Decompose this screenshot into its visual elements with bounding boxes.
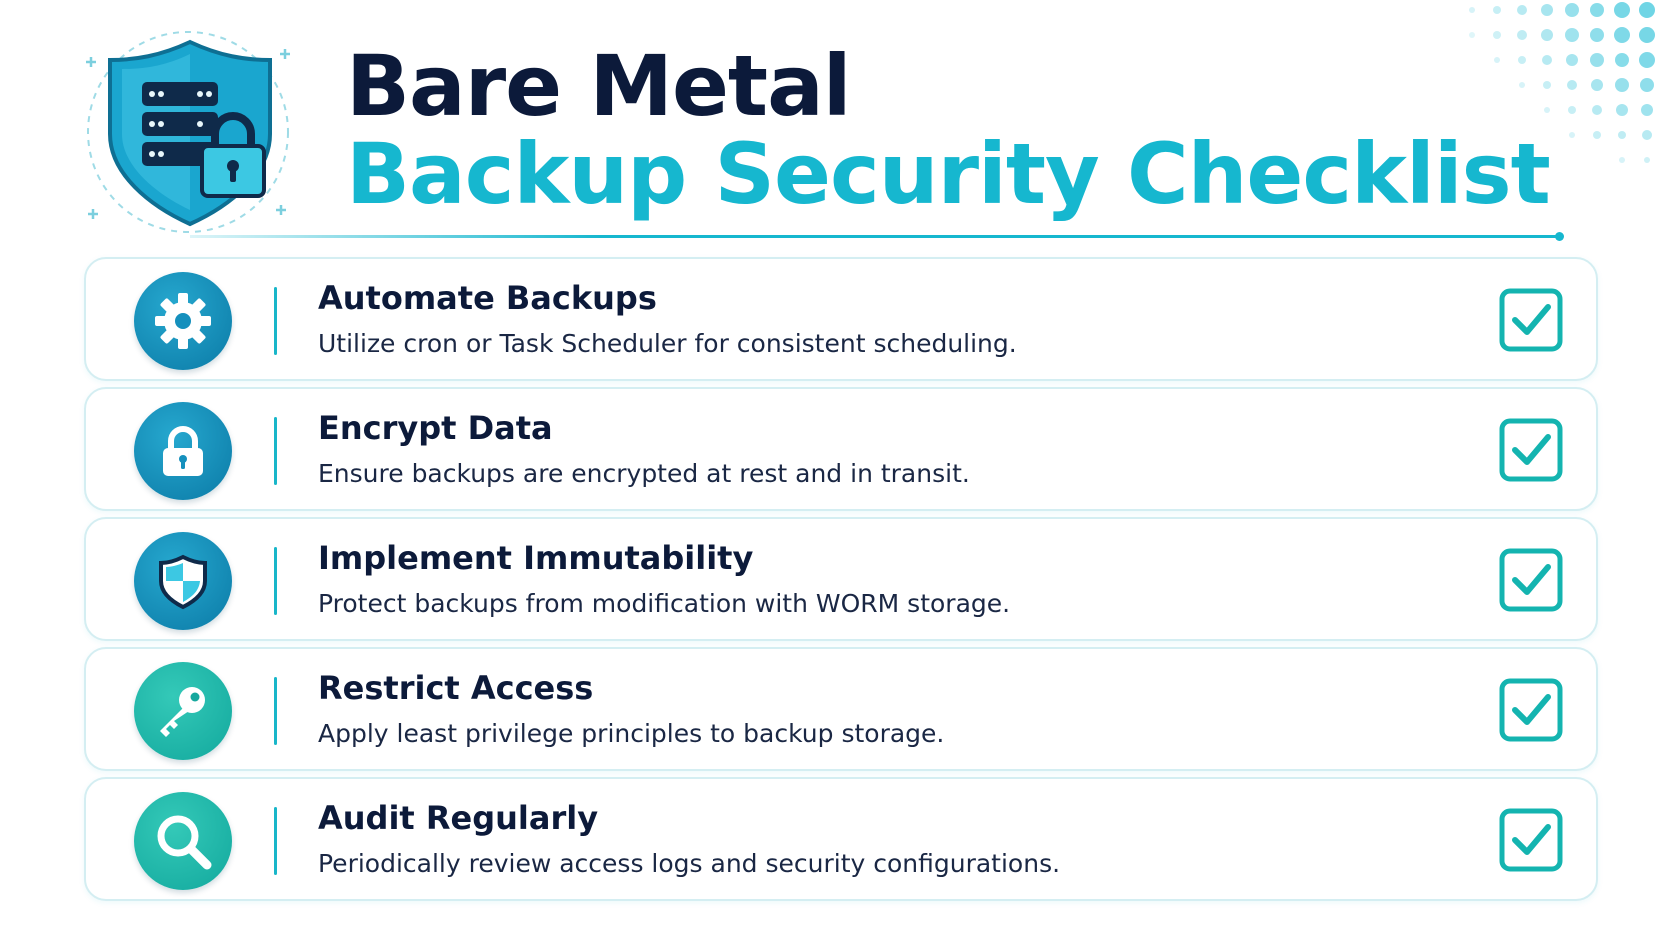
item-title: Audit Regularly — [318, 799, 599, 837]
item-title: Automate Backups — [318, 279, 657, 317]
item-divider — [274, 547, 277, 615]
checklist-item-audit-regularly — [84, 777, 1598, 901]
checkbox-checked-icon[interactable] — [1498, 547, 1564, 613]
item-description: Apply least privilege principles to backup storage. — [318, 719, 945, 748]
key-icon — [134, 662, 232, 760]
title-line-1: Bare Metal — [346, 37, 851, 135]
item-divider — [274, 807, 277, 875]
checkbox-checked-icon[interactable] — [1498, 677, 1564, 743]
checklist-item-restrict-access — [84, 647, 1598, 771]
page-title — [346, 38, 1550, 222]
item-title: Encrypt Data — [318, 409, 553, 447]
item-description: Periodically review access logs and security configurations. — [318, 849, 1061, 878]
item-title: Restrict Access — [318, 669, 594, 707]
item-divider — [274, 677, 277, 745]
checklist — [84, 257, 1598, 907]
shield-server-logo-icon — [80, 24, 300, 244]
item-title: Implement Immutability — [318, 539, 754, 577]
checkbox-checked-icon[interactable] — [1498, 287, 1564, 353]
checklist-item-implement-immutability — [84, 517, 1598, 641]
title-underline — [190, 235, 1560, 238]
shield-icon — [134, 532, 232, 630]
title-line-2: Backup Security Checklist — [346, 125, 1550, 223]
item-divider — [274, 287, 277, 355]
checkbox-checked-icon[interactable] — [1498, 807, 1564, 873]
lock-icon — [134, 402, 232, 500]
item-description: Utilize cron or Task Scheduler for consistent scheduling. — [318, 329, 1017, 358]
item-description: Protect backups from modification with WORM storage. — [318, 589, 1011, 618]
checklist-item-automate-backups — [84, 257, 1598, 381]
checkbox-checked-icon[interactable] — [1498, 417, 1564, 483]
checklist-item-encrypt-data — [84, 387, 1598, 511]
item-description: Ensure backups are encrypted at rest and in transit. — [318, 459, 970, 488]
magnifier-icon — [134, 792, 232, 890]
gear-icon — [134, 272, 232, 370]
item-divider — [274, 417, 277, 485]
